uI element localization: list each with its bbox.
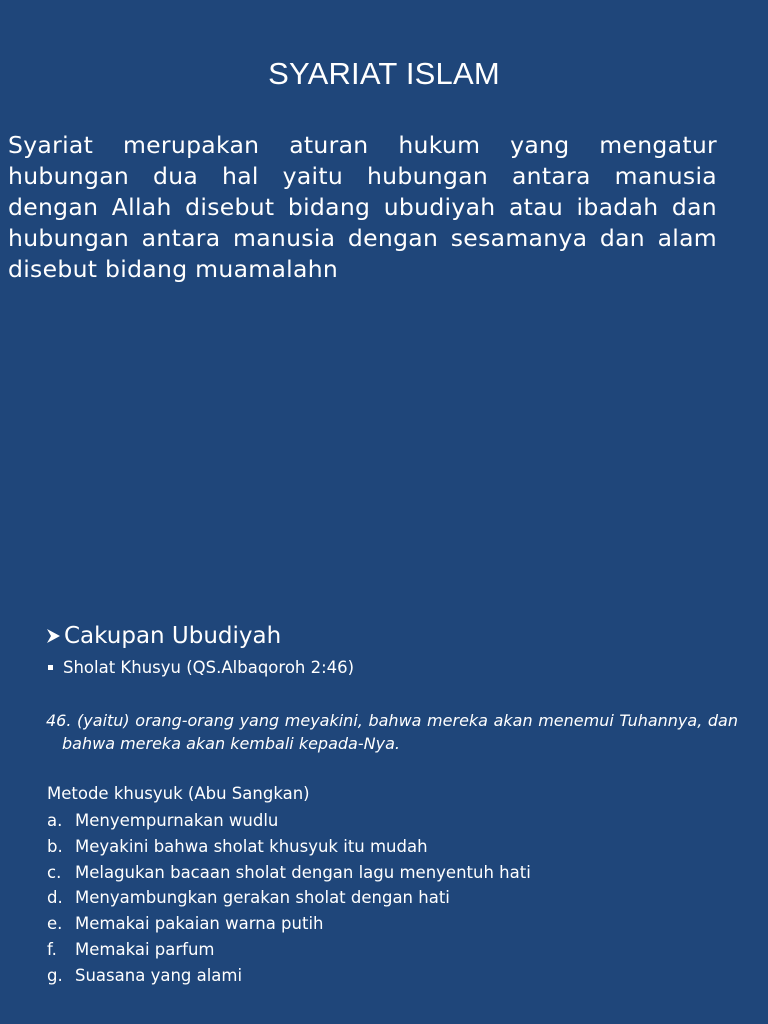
intro-line: dan alam disebut bidang muamalahn: [8, 224, 717, 283]
list-item: [47, 963, 531, 989]
intro-line: dan hubungan antara manusia dengan sesamanya: [8, 193, 717, 252]
intro-paragraph: [8, 130, 717, 285]
list-item: [47, 860, 531, 886]
list-item: [47, 885, 531, 911]
bullet-text: Sholat Khusyu (QS.Albaqoroh 2:46): [63, 658, 355, 677]
section-heading: [46, 623, 281, 649]
list-item: [47, 937, 531, 963]
intro-line: Syariat merupakan aturan hukum yang mengatur: [8, 131, 717, 159]
list-marker: f.: [47, 939, 57, 959]
list-marker: d.: [47, 888, 63, 908]
list-item: [47, 834, 531, 860]
square-bullet-icon: [48, 665, 53, 670]
list-item-text: Suasana yang alami: [75, 965, 243, 985]
method-list: [47, 808, 531, 989]
bullet-item: [46, 658, 354, 677]
list-marker: a.: [47, 811, 63, 830]
list-marker: e.: [47, 914, 63, 934]
intro-line: dengan Allah disebut bidang ubudiyah atau ibadah: [8, 193, 659, 221]
list-marker: g.: [47, 965, 63, 985]
verse-quote: 46. (yaitu) orang-orang yang meyakini, bahwa mereka akan menemui Tuhannya, dan bahwa mereka akan kembali kepada-Nya.: [46, 711, 738, 753]
section-heading-text: Cakupan Ubudiyah: [64, 623, 282, 649]
slide-title: SYARIAT ISLAM: [268, 56, 500, 91]
list-item-text: Meyakini bahwa sholat khusyuk itu mudah: [75, 836, 428, 856]
list-item-text: Memakai parfum: [75, 939, 215, 959]
list-marker: b.: [47, 836, 63, 856]
slide-cakupan-ubudiyah: [0, 600, 768, 1024]
intro-line: hubungan dua hal yaitu hubungan antara manusia: [8, 162, 717, 190]
list-item-text: Memakai pakaian warna putih: [75, 914, 324, 934]
list-item-text: Menyambungkan gerakan sholat dengan hati: [75, 888, 450, 908]
list-item: [47, 911, 531, 937]
list-item-text: Melagukan bacaan sholat dengan lagu menyentuh hati: [75, 862, 531, 882]
arrow-bullet-icon: [46, 626, 62, 646]
list-marker: c.: [47, 862, 62, 882]
list-item-text: Menyempurnakan wudlu: [75, 811, 279, 830]
method-title: Metode khusyuk (Abu Sangkan): [47, 784, 310, 803]
list-item: [47, 808, 531, 834]
